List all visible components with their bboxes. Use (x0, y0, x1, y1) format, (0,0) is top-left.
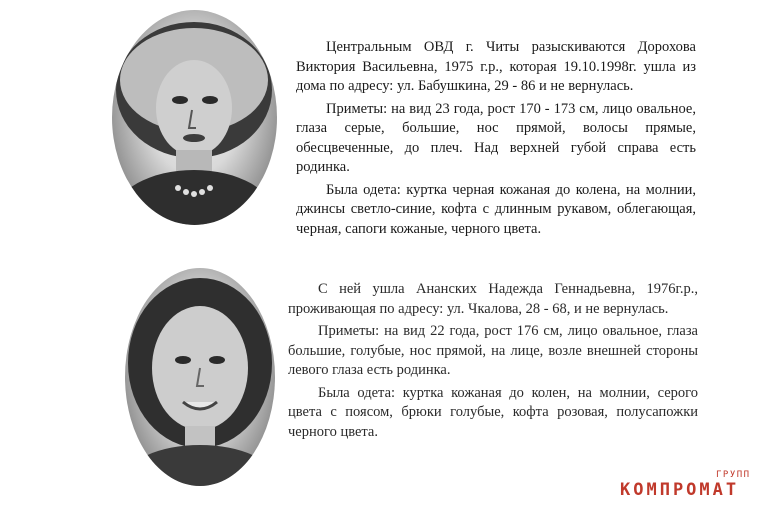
watermark-logo: КОМПРОМАТ (620, 480, 740, 500)
intro-paragraph: Центральным ОВД г. Читы разыскиваются Дорохова Виктория Васильевна, 1975 г.р., которая 19.10.1998г. ушла из дома по адресу: ул. Бабушкина, 29 - 86 и не вернулась. (296, 39, 696, 94)
portrait-illustration (112, 10, 277, 225)
clothing-paragraph: Была одета: куртка черная кожаная до колена, на молнии, джинсы светло-синие, кофта с длинным рукавом, облегающая, черная, сапоги кожаные, черного цвета. (296, 181, 696, 237)
features-paragraph: Приметы: на вид 22 года, рост 176 см, лицо овальное, глаза большие, голубые, нос прямой, на лице, возле внешней стороны левого глаза есть родинка. (288, 323, 698, 378)
watermark-sup-text: ГРУПП (716, 470, 751, 480)
description-block-1 (296, 38, 696, 242)
description-block-2 (288, 280, 698, 445)
features-paragraph: Приметы: на вид 23 года, рост 170 - 173 см, лицо овальное, глаза серые, большие, нос прямой, волосы прямые, обесцвеченные, до плеч. Над верхней губой справа есть родинка. (296, 100, 696, 175)
missing-person-photo-2 (125, 268, 275, 486)
portrait-illustration (125, 268, 275, 486)
clothing-paragraph: Была одета: куртка кожаная до колен, на молнии, серого цвета с поясом, брюки голубые, кофта розовая, полусапожки черного цвета. (288, 384, 698, 440)
intro-paragraph: С ней ушла Ананских Надежда Геннадьевна, 1976г.р., проживающая по адресу: ул. Чкалова, 28 - 68, и не вернулась. (288, 281, 698, 317)
missing-person-photo-1 (112, 10, 277, 225)
